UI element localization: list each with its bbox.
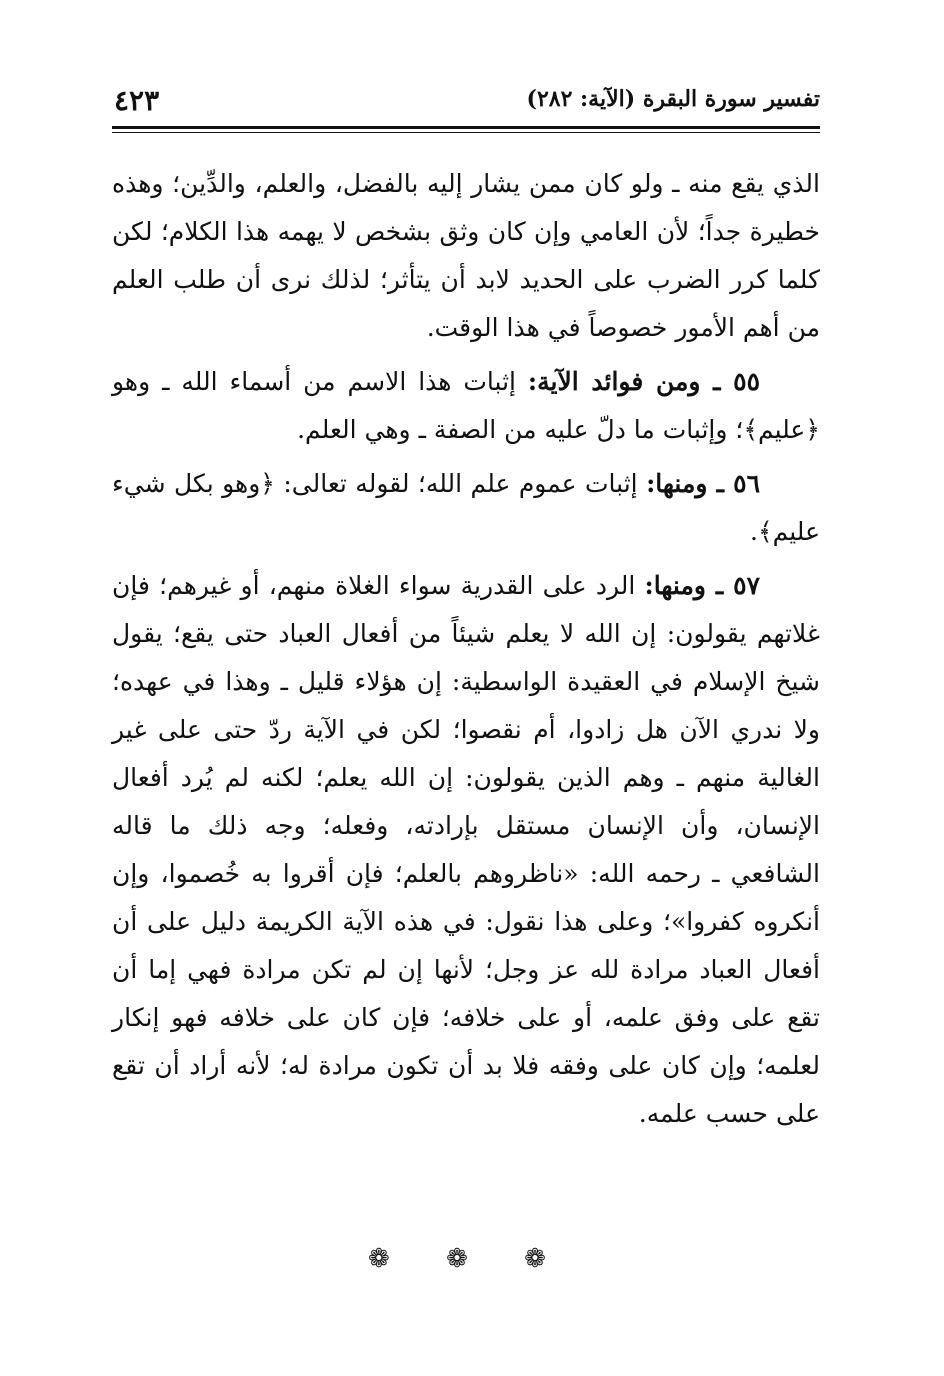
paragraph-benefit-56 [112, 460, 820, 556]
paragraph-text: الذي يقع منه ـ ولو كان ممن يشار إليه بالفضل، والعلم، والدِّين؛ وهذه خطيرة جداً؛ لأن العامي وإن كان وثق بشخص لا يهمه هذا الكلام؛ لكن كلما كرر الضرب على الحديد لابد أن يتأثر؛ لذلك نرى أن طلب العلم من أهم الأمور خصوصاً في هذا الوقت. [112, 169, 820, 342]
paragraph-benefit-57 [112, 562, 820, 1138]
paragraph-text: الرد على القدرية سواء الغلاة منهم، أو غيرهم؛ فإن غلاتهم يقولون: إن الله لا يعلم شيئاً من أفعال العباد حتى يقع؛ يقول شيخ الإسلام في العقيدة الواسطية: إن هؤلاء قليل ـ وهذا في عهده؛ ولا ندري الآن هل زادوا، أم نقصوا؛ لكن في الآية ردّ حتى على غير الغالية منهم ـ وهم الذين يقولون: إن الله يعلم؛ لكنه لم يُرد أفعال الإنسان، وأن الإنسان مستقل بإرادته، وفعله؛ وجه ذلك ما قاله الشافعي ـ رحمه الله: «ناظروهم بالعلم؛ فإن أقروا به خُصموا، وإن أنكروه كفروا»؛ وعلى هذا نقول: في هذه الآية الكريمة دليل على أن أفعال العباد مرادة لله عز وجل؛ لأنها إن لم تكن مرادة فهي إما أن تقع على وفق علمه، أو على خلافه؛ فإن كان على خلافه فهو إنكار لعلمه؛ وإن كان على وفقه فلا بد أن تكون مرادة له؛ لأنه أراد أن تقع على حسب علمه. [112, 571, 820, 1128]
flower-ornament-icon: ❁ [368, 1244, 408, 1274]
paragraph-text: إثبات هذا الاسم من أسماء الله ـ وهو ﴿عليم﴾؛ وإثبات ما دلّ عليه من الصفة ـ وهي العلم. [112, 367, 820, 444]
page-header [112, 84, 820, 128]
paragraph-lead: ٥٦ ـ ومنها: [646, 469, 761, 498]
flower-ornament-icon: ❁ [524, 1244, 564, 1274]
paragraph-continuation [112, 160, 820, 352]
page-body [112, 160, 820, 1144]
paragraph-benefit-55 [112, 358, 820, 454]
paragraph-lead: ٥٥ ـ ومن فوائد الآية: [527, 367, 760, 396]
header-rule-thick [112, 126, 820, 129]
paragraph-lead: ٥٧ ـ ومنها: [644, 571, 760, 600]
header-rule-thin [112, 132, 820, 133]
paragraph-text: إثبات عموم علم الله؛ لقوله تعالى: ﴿وهو بكل شيء عليم﴾. [112, 469, 820, 546]
flower-ornament-icon: ❁ [446, 1244, 486, 1274]
page-number: ٤٢٣ [114, 84, 160, 117]
running-title: تفسير سورة البقرة (الآية: ٢٨٢) [526, 86, 820, 112]
section-end-ornaments [112, 1244, 820, 1274]
